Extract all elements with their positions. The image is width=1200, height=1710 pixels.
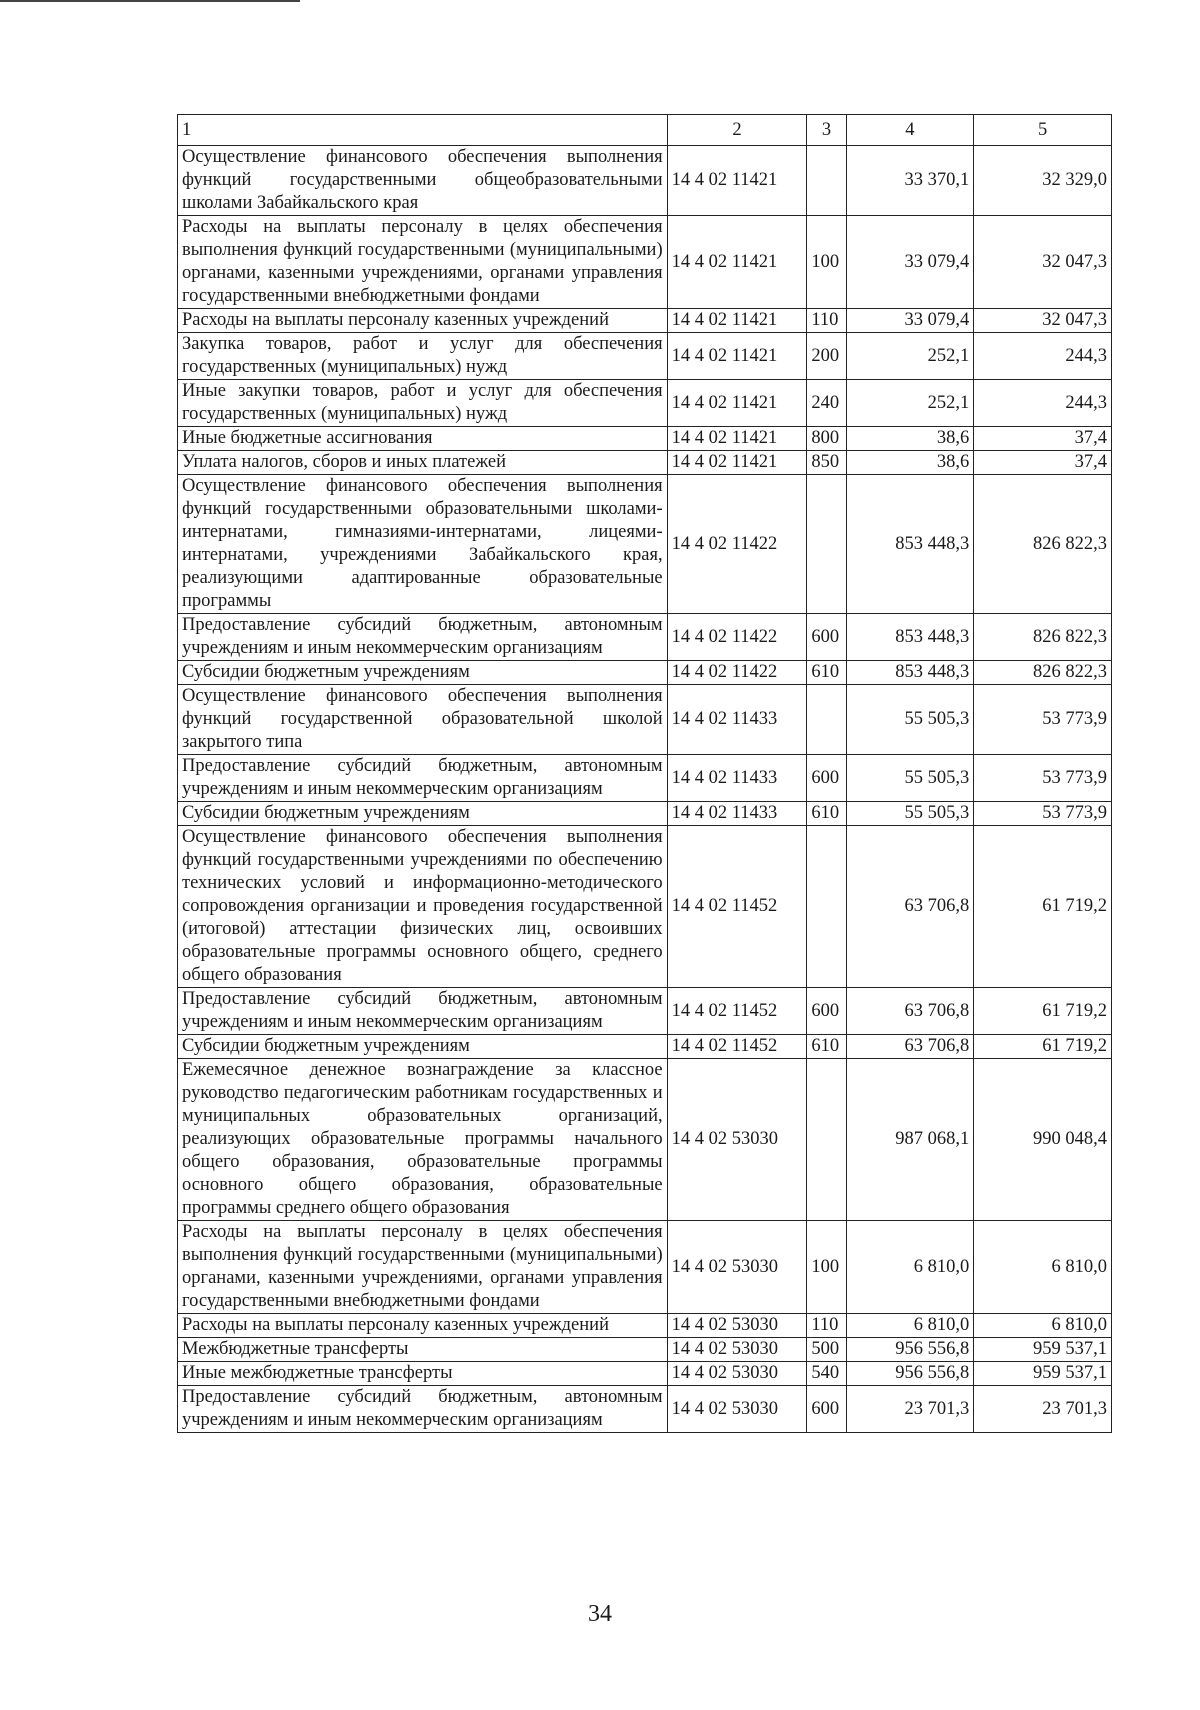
table-body [178,146,1112,1433]
table-row [178,1035,1112,1059]
row-expense-type: 610 [807,802,846,826]
table-row [178,685,1112,755]
row-target-code: 14 4 02 11421 [667,333,807,380]
row-amount-col4: 33 079,4 [846,216,974,309]
row-amount-col4: 252,1 [846,333,974,380]
table-row [178,1386,1112,1433]
row-expense-type: 610 [807,661,846,685]
row-amount-col4: 956 556,8 [846,1362,974,1386]
row-description: Субсидии бюджетным учреждениям [178,661,668,685]
row-description: Предоставление субсидий бюджетным, автономным учреждениям и иным некоммерческим организациям [178,614,668,661]
row-amount-col5: 32 329,0 [974,146,1112,216]
row-amount-col4: 956 556,8 [846,1338,974,1362]
row-expense-type: 800 [807,427,846,451]
row-target-code: 14 4 02 53030 [667,1314,807,1338]
row-description: Предоставление субсидий бюджетным, автономным учреждениям и иным некоммерческим организациям [178,1386,668,1433]
row-amount-col5: 53 773,9 [974,685,1112,755]
header-col-4: 4 [846,115,974,146]
row-amount-col5: 61 719,2 [974,988,1112,1035]
row-amount-col4: 6 810,0 [846,1314,974,1338]
row-expense-type: 600 [807,1386,846,1433]
table-row [178,1338,1112,1362]
row-target-code: 14 4 02 11421 [667,427,807,451]
row-target-code: 14 4 02 11421 [667,146,807,216]
row-expense-type: 200 [807,333,846,380]
row-amount-col4: 853 448,3 [846,614,974,661]
row-expense-type: 850 [807,451,846,475]
header-col-1: 1 [178,115,668,146]
row-description: Ежемесячное денежное вознаграждение за классное руководство педагогическим работникам государственных и муниципальных образовательных организаций, реализующих образовательные программы начального общего образования, образовательные программы основного общего образования, образовательные программы среднего общего образования [178,1059,668,1221]
row-amount-col4: 38,6 [846,451,974,475]
row-target-code: 14 4 02 11421 [667,309,807,333]
table-row [178,451,1112,475]
row-amount-col4: 63 706,8 [846,1035,974,1059]
header-col-2: 2 [667,115,807,146]
header-col-5: 5 [974,115,1112,146]
row-target-code: 14 4 02 11433 [667,685,807,755]
row-amount-col5: 32 047,3 [974,309,1112,333]
table-row [178,333,1112,380]
row-description: Предоставление субсидий бюджетным, автономным учреждениям и иным некоммерческим организациям [178,988,668,1035]
row-expense-type: 100 [807,216,846,309]
row-expense-type [807,826,846,988]
row-description: Закупка товаров, работ и услуг для обеспечения государственных (муниципальных) нужд [178,333,668,380]
row-expense-type [807,1059,846,1221]
page-number: 34 [588,1601,612,1627]
table-row [178,1059,1112,1221]
row-target-code: 14 4 02 53030 [667,1221,807,1314]
row-target-code: 14 4 02 11422 [667,614,807,661]
row-amount-col4: 55 505,3 [846,802,974,826]
row-target-code: 14 4 02 11452 [667,826,807,988]
row-target-code: 14 4 02 11452 [667,1035,807,1059]
row-amount-col4: 987 068,1 [846,1059,974,1221]
row-amount-col4: 23 701,3 [846,1386,974,1433]
row-amount-col5: 6 810,0 [974,1221,1112,1314]
row-amount-col4: 38,6 [846,427,974,451]
row-amount-col5: 959 537,1 [974,1362,1112,1386]
row-target-code: 14 4 02 11422 [667,475,807,614]
row-description: Осуществление финансового обеспечения выполнения функций государственными учреждениями по обеспечению технических условий и информационно-методического сопровождения организации и проведения государственной (итоговой) аттестации физических лиц, освоивших образовательные программы основного общего, среднего общего образования [178,826,668,988]
row-description: Расходы на выплаты персоналу казенных учреждений [178,309,668,333]
table-row [178,1221,1112,1314]
table-row [178,755,1112,802]
table-row [178,146,1112,216]
row-expense-type [807,685,846,755]
row-amount-col5: 244,3 [974,333,1112,380]
row-amount-col5: 826 822,3 [974,661,1112,685]
row-description: Уплата налогов, сборов и иных платежей [178,451,668,475]
row-description: Расходы на выплаты персоналу в целях обеспечения выполнения функций государственными (муниципальными) органами, казенными учреждениями, органами управления государственными внебюджетными фондами [178,216,668,309]
table-row [178,826,1112,988]
row-target-code: 14 4 02 53030 [667,1386,807,1433]
row-target-code: 14 4 02 11422 [667,661,807,685]
budget-table [177,114,1112,1433]
row-target-code: 14 4 02 53030 [667,1362,807,1386]
row-amount-col5: 37,4 [974,427,1112,451]
row-expense-type: 500 [807,1338,846,1362]
row-amount-col5: 990 048,4 [974,1059,1112,1221]
row-amount-col4: 63 706,8 [846,826,974,988]
row-amount-col4: 853 448,3 [846,661,974,685]
row-expense-type: 110 [807,309,846,333]
row-description: Расходы на выплаты персоналу казенных учреждений [178,1314,668,1338]
row-expense-type [807,146,846,216]
row-expense-type: 540 [807,1362,846,1386]
row-expense-type [807,475,846,614]
row-description: Субсидии бюджетным учреждениям [178,1035,668,1059]
row-target-code: 14 4 02 11433 [667,755,807,802]
row-expense-type: 610 [807,1035,846,1059]
row-amount-col5: 826 822,3 [974,614,1112,661]
table-row [178,614,1112,661]
row-target-code: 14 4 02 11433 [667,802,807,826]
table-row [178,988,1112,1035]
table-row [178,802,1112,826]
row-amount-col5: 6 810,0 [974,1314,1112,1338]
row-description: Иные бюджетные ассигнования [178,427,668,451]
row-target-code: 14 4 02 11421 [667,451,807,475]
row-description: Иные закупки товаров, работ и услуг для обеспечения государственных (муниципальных) нужд [178,380,668,427]
table-row [178,661,1112,685]
row-target-code: 14 4 02 11421 [667,380,807,427]
row-amount-col5: 53 773,9 [974,802,1112,826]
row-amount-col5: 23 701,3 [974,1386,1112,1433]
row-amount-col5: 61 719,2 [974,826,1112,988]
table-row [178,380,1112,427]
row-target-code: 14 4 02 11452 [667,988,807,1035]
table-row [178,427,1112,451]
row-expense-type: 100 [807,1221,846,1314]
row-amount-col4: 252,1 [846,380,974,427]
row-expense-type: 240 [807,380,846,427]
row-description: Иные межбюджетные трансферты [178,1362,668,1386]
row-amount-col5: 32 047,3 [974,216,1112,309]
row-amount-col5: 37,4 [974,451,1112,475]
row-description: Предоставление субсидий бюджетным, автономным учреждениям и иным некоммерческим организациям [178,755,668,802]
row-description: Расходы на выплаты персоналу в целях обеспечения выполнения функций государственными (муниципальными) органами, казенными учреждениями, органами управления государственными внебюджетными фондами [178,1221,668,1314]
header-col-3: 3 [807,115,846,146]
row-amount-col5: 244,3 [974,380,1112,427]
row-amount-col4: 33 370,1 [846,146,974,216]
row-description: Осуществление финансового обеспечения выполнения функций государственной образовательной школой закрытого типа [178,685,668,755]
table-row [178,1362,1112,1386]
row-expense-type: 600 [807,988,846,1035]
row-target-code: 14 4 02 53030 [667,1338,807,1362]
row-target-code: 14 4 02 53030 [667,1059,807,1221]
scan-edge-line [0,0,300,2]
row-amount-col4: 55 505,3 [846,755,974,802]
table-row [178,1314,1112,1338]
row-description: Осуществление финансового обеспечения выполнения функций государственными образовательными школами-интернатами, гимназиями-интернатами, лицеями-интернатами, учреждениями Забайкальского края, реализующими адаптированные образовательные программы [178,475,668,614]
row-amount-col4: 55 505,3 [846,685,974,755]
row-amount-col5: 959 537,1 [974,1338,1112,1362]
row-amount-col4: 63 706,8 [846,988,974,1035]
row-amount-col5: 53 773,9 [974,755,1112,802]
row-expense-type: 600 [807,614,846,661]
table-row [178,475,1112,614]
table-header-row [178,115,1112,146]
row-description: Осуществление финансового обеспечения выполнения функций государственными общеобразовательными школами Забайкальского края [178,146,668,216]
table-row [178,309,1112,333]
row-target-code: 14 4 02 11421 [667,216,807,309]
row-expense-type: 600 [807,755,846,802]
row-description: Межбюджетные трансферты [178,1338,668,1362]
row-amount-col4: 853 448,3 [846,475,974,614]
row-amount-col4: 33 079,4 [846,309,974,333]
row-description: Субсидии бюджетным учреждениям [178,802,668,826]
row-expense-type: 110 [807,1314,846,1338]
row-amount-col5: 61 719,2 [974,1035,1112,1059]
table-row [178,216,1112,309]
row-amount-col5: 826 822,3 [974,475,1112,614]
row-amount-col4: 6 810,0 [846,1221,974,1314]
